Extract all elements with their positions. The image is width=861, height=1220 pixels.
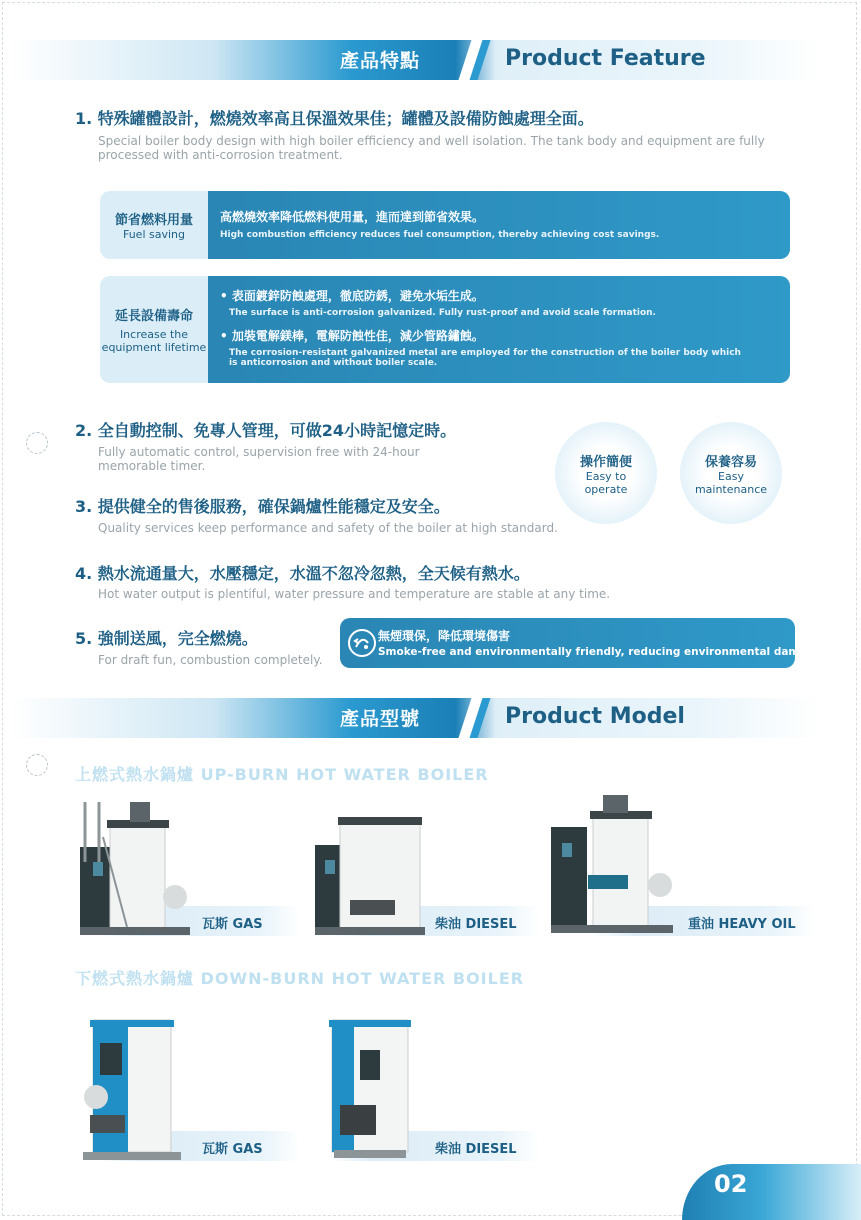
upburn-gas-label: 瓦斯 GAS <box>202 917 263 932</box>
feature-4-title-text: 熱水流通量大，水壓穩定，水溫不忽冷忽熱，全天候有熱水。 <box>97 564 530 583</box>
fuel-saving-body <box>208 191 790 259</box>
downburn-title: 下燃式熱水鍋爐 DOWN-BURN HOT WATER BOILER <box>75 969 525 988</box>
bubble-1-cn: 操作簡便 <box>579 454 632 470</box>
lifetime-item-2-en: The corrosion-resistant galvanized metal are employed for the construction of the boiler body which is anticorrosion and without boiler scale. <box>229 348 741 368</box>
feature-5-title <box>75 626 258 649</box>
fuel-saving-text-en: High combustion efficiency reduces fuel consumption, thereby achieving cost savings. <box>220 230 660 240</box>
bubble-easy-maintenance <box>680 422 782 524</box>
feature-2-num: 2. <box>75 421 93 440</box>
feature-5-num: 5. <box>75 629 93 648</box>
lifetime-label-cn: 延長設備壽命 <box>114 309 193 324</box>
feature-4-desc: Hot water output is plentiful, water pressure and temperature are stable at any time. <box>98 587 611 601</box>
lifetime-body <box>208 276 790 383</box>
feature-banner-cn: 產品特點 <box>340 50 421 72</box>
downburn-diesel-boiler-image <box>322 1005 417 1162</box>
feature-3-desc: Quality services keep performance and safety of the boiler at high standard. <box>98 521 558 535</box>
model-banner <box>10 698 820 738</box>
upburn-heavy-oil-boiler-image <box>548 785 678 937</box>
feature-5-desc: For draft fun, combustion completely. <box>98 653 323 667</box>
lifetime-card <box>100 276 790 383</box>
lifetime-item-2-cn: • 加裝電解鎂棒，電解防蝕性佳，減少管路鏽蝕。 <box>220 329 484 343</box>
feature-1-title-text: 特殊罐體設計，燃燒效率高且保溫效果佳；罐體及設備防蝕處理全面。 <box>97 109 594 128</box>
lifetime-label-en: Increase the equipment lifetime <box>101 328 207 354</box>
feature-3-num: 3. <box>75 497 93 516</box>
eco-recycle-icon <box>346 627 378 659</box>
page-number: 02 <box>714 1170 748 1198</box>
feature-5-title-text: 強制送風，完全燃燒。 <box>97 629 258 648</box>
lifetime-item-1-en: The surface is anti-corrosion galvanized. Fully rust-proof and avoid scale formation. <box>229 308 656 318</box>
feature-banner-en: Product Feature <box>505 46 706 71</box>
fuel-saving-label <box>100 191 208 259</box>
fuel-saving-label-cn: 節省燃料用量 <box>114 213 193 228</box>
feature-2-desc: Fully automatic control, supervision free with 24-hour memorable timer. <box>98 445 420 473</box>
model-banner-cn: 產品型號 <box>340 708 421 730</box>
downburn-diesel-label: 柴油 DIESEL <box>435 1142 517 1157</box>
model-banner-en: Product Model <box>505 704 685 729</box>
downburn-gas-boiler-image <box>78 1005 183 1162</box>
smoke-free-en: Smoke-free and environmentally friendly, reducing environmental damage. <box>378 646 826 658</box>
feature-banner <box>10 40 820 80</box>
feature-3-title-text: 提供健全的售後服務，確保鍋爐性能穩定及安全。 <box>97 497 450 516</box>
feature-4-title <box>75 561 530 584</box>
downburn-gas-label: 瓦斯 GAS <box>202 1142 263 1157</box>
feature-1-desc: Special boiler body design with high boiler efficiency and well isolation. The tank body and equipment are fully processed with anti-corrosion treatment. <box>98 134 765 162</box>
bubble-1-en: Easy to operate <box>584 469 628 496</box>
fuel-saving-text-cn: 高燃燒效率降低燃料使用量，進而達到節省效果。 <box>220 210 485 224</box>
lifetime-label <box>100 276 208 383</box>
bubble-easy-operate <box>555 422 657 524</box>
lifetime-item-1-cn: • 表面鍍鋅防蝕處理，徹底防銹，避免水垢生成。 <box>220 289 484 303</box>
upburn-heavy-oil-label: 重油 HEAVY OIL <box>688 917 796 932</box>
decor-circle <box>26 432 48 454</box>
smoke-free-cn: 無煙環保，降低環境傷害 <box>378 629 511 643</box>
feature-4-num: 4. <box>75 564 93 583</box>
page-number-tab <box>682 1164 861 1220</box>
upburn-diesel-boiler-image <box>310 805 425 937</box>
fuel-saving-label-en: Fuel saving <box>122 228 185 241</box>
upburn-diesel-label: 柴油 DIESEL <box>435 917 517 932</box>
feature-3-title <box>75 494 450 517</box>
feature-1-title <box>75 106 594 129</box>
feature-2-title-text: 全自動控制、免專人管理，可做24小時記憶定時。 <box>97 421 457 440</box>
bubble-2-cn: 保養容易 <box>704 454 757 470</box>
feature-1-num: 1. <box>75 109 93 128</box>
feature-2-title <box>75 418 456 441</box>
smoke-free-box <box>340 618 826 668</box>
fuel-saving-card <box>100 191 790 259</box>
upburn-title: 上燃式熱水鍋爐 UP-BURN HOT WATER BOILER <box>75 765 489 784</box>
upburn-gas-boiler-image <box>75 792 190 937</box>
decor-circle <box>26 754 48 776</box>
bubble-2-en: Easy maintenance <box>694 469 768 496</box>
